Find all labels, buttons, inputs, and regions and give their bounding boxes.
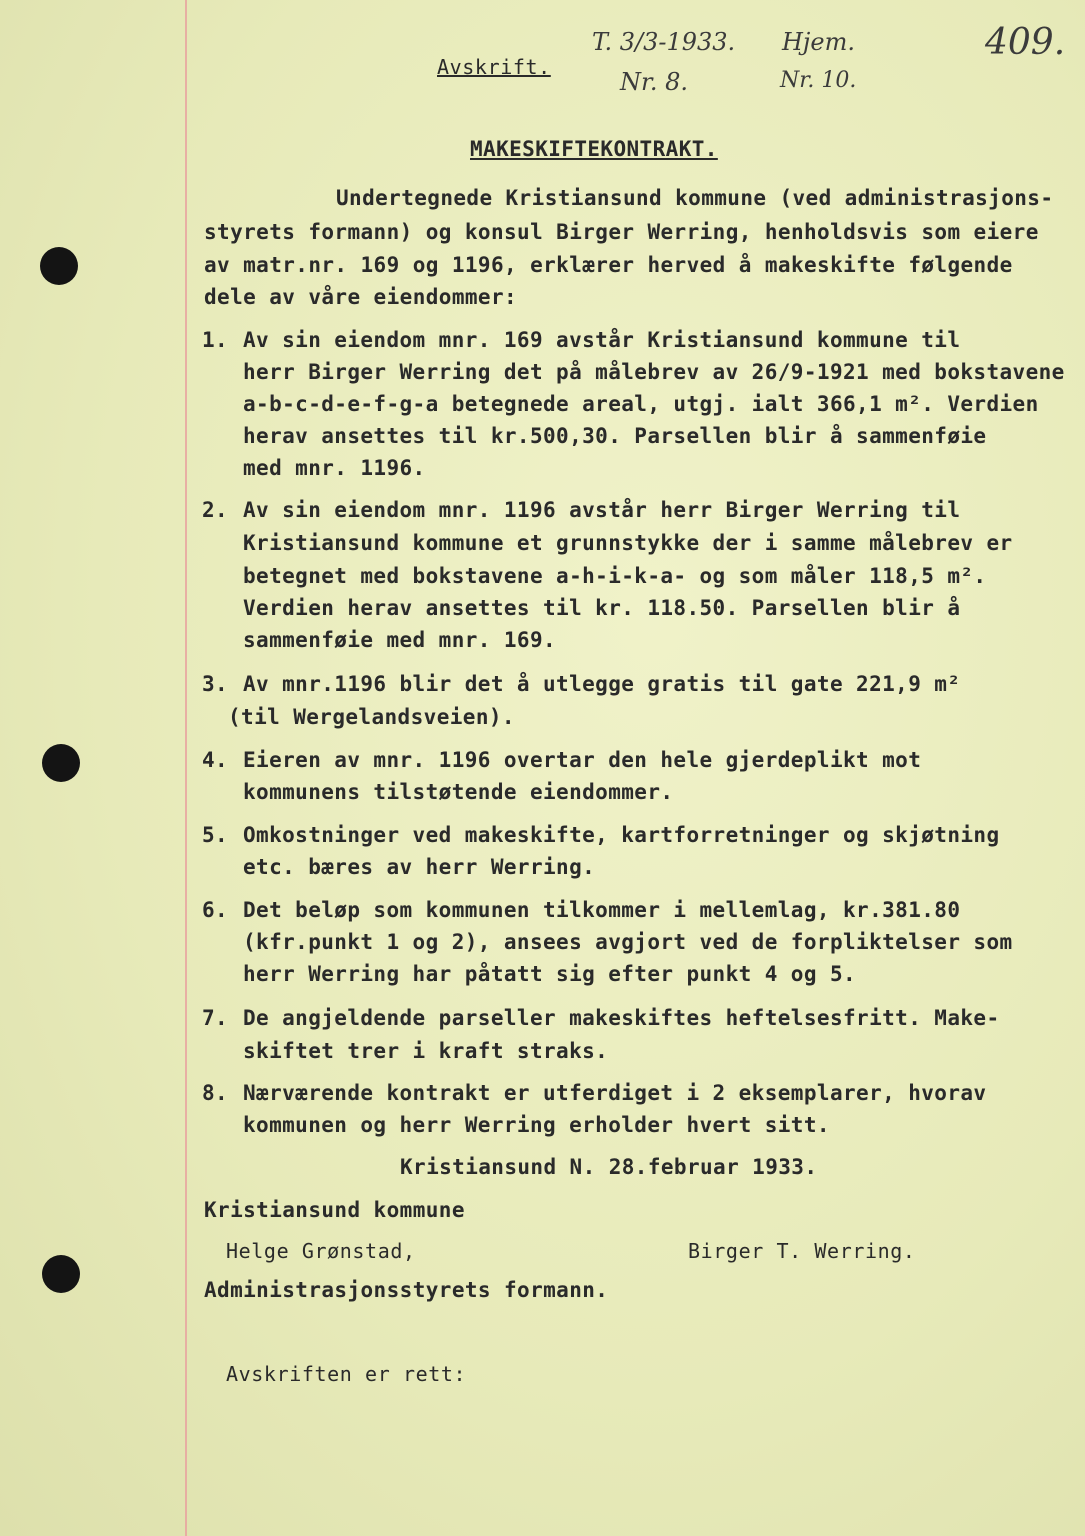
page-number: 409. bbox=[985, 22, 1066, 63]
place-date: Kristiansund N. 28.februar 1933. bbox=[400, 1155, 818, 1179]
signature-role-left: Administrasjonsstyrets formann. bbox=[204, 1278, 609, 1302]
signature-name-left: Helge Grønstad, bbox=[226, 1239, 416, 1263]
item-line: Det beløp som kommunen tilkommer i mellemlag, kr.381.80 bbox=[243, 898, 961, 922]
item-line: Nærværende kontrakt er utferdiget i 2 eksemplarer, hvorav bbox=[243, 1081, 987, 1105]
intro-line: dele av våre eiendommer: bbox=[204, 285, 518, 309]
item-number: 8. bbox=[202, 1081, 229, 1105]
margin-line bbox=[185, 0, 187, 1536]
intro-line: styrets formann) og konsul Birger Werring, henholdsvis som eiere bbox=[204, 220, 1039, 244]
item-line: Av mnr.1196 blir det å utlegge gratis til gate 221,9 m² bbox=[243, 672, 961, 696]
item-line: Eieren av mnr. 1196 overtar den hele gjerdeplikt mot bbox=[243, 748, 922, 772]
punch-hole bbox=[42, 1255, 80, 1293]
item-line: De angjeldende parseller makeskiftes heftelsesfritt. Make- bbox=[243, 1006, 1000, 1030]
certification-line: Avskriften er rett: bbox=[226, 1362, 467, 1386]
item-line: a-b-c-d-e-f-g-a betegnede areal, utgj. ialt 366,1 m². Verdien bbox=[243, 392, 1039, 416]
item-line: med mnr. 1196. bbox=[243, 456, 426, 480]
item-number: 5. bbox=[202, 823, 229, 847]
signature-org: Kristiansund kommune bbox=[204, 1198, 465, 1222]
handwritten-hjem: Hjem. bbox=[782, 28, 855, 56]
item-line: sammenføie med mnr. 169. bbox=[243, 628, 557, 652]
signature-name-right: Birger T. Werring. bbox=[688, 1239, 916, 1263]
item-number: 6. bbox=[202, 898, 229, 922]
item-line: (kfr.punkt 1 og 2), ansees avgjort ved de forpliktelser som bbox=[243, 930, 1013, 954]
avskrift-label: Avskrift. bbox=[437, 55, 551, 79]
punch-hole bbox=[40, 247, 78, 285]
item-line: Av sin eiendom mnr. 169 avstår Kristiansund kommune til bbox=[243, 328, 961, 352]
item-number: 3. bbox=[202, 672, 229, 696]
item-line: (til Wergelandsveien). bbox=[228, 705, 515, 729]
item-line: kommunens tilstøtende eiendommer. bbox=[243, 780, 674, 804]
item-number: 4. bbox=[202, 748, 229, 772]
item-line: herav ansettes til kr.500,30. Parsellen blir å sammenføie bbox=[243, 424, 987, 448]
handwritten-nr2: Nr. 10. bbox=[780, 68, 857, 93]
item-line: kommunen og herr Werring erholder hvert sitt. bbox=[243, 1113, 830, 1137]
item-line: skiftet trer i kraft straks. bbox=[243, 1039, 609, 1063]
item-line: Verdien herav ansettes til kr. 118.50. Parsellen blir å bbox=[243, 596, 961, 620]
punch-hole bbox=[42, 744, 80, 782]
intro-line: Undertegnede Kristiansund kommune (ved administrasjons- bbox=[336, 186, 1054, 210]
item-line: betegnet med bokstavene a-h-i-k-a- og som måler 118,5 m². bbox=[243, 564, 987, 588]
page-title: MAKESKIFTEKONTRAKT. bbox=[470, 137, 718, 161]
item-line: herr Werring har påtatt sig efter punkt 4 og 5. bbox=[243, 962, 857, 986]
item-number: 1. bbox=[202, 328, 229, 352]
item-line: Av sin eiendom mnr. 1196 avstår herr Birger Werring til bbox=[243, 498, 961, 522]
item-line: Kristiansund kommune et grunnstykke der i samme målebrev er bbox=[243, 531, 1013, 555]
item-number: 7. bbox=[202, 1006, 229, 1030]
item-number: 2. bbox=[202, 498, 229, 522]
intro-line: av matr.nr. 169 og 1196, erklærer herved å makeskifte følgende bbox=[204, 253, 1013, 277]
item-line: herr Birger Werring det på målebrev av 26/9-1921 med bokstavene bbox=[243, 360, 1065, 384]
handwritten-nr: Nr. 8. bbox=[620, 68, 688, 96]
item-line: etc. bæres av herr Werring. bbox=[243, 855, 596, 879]
handwritten-date: T. 3/3-1933. bbox=[592, 28, 736, 56]
item-line: Omkostninger ved makeskifte, kartforretninger og skjøtning bbox=[243, 823, 1000, 847]
